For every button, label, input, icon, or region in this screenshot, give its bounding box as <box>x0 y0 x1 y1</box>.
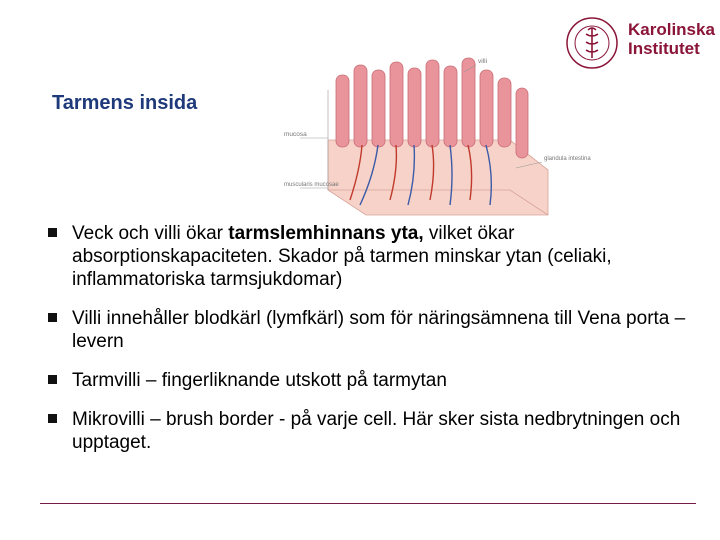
label-muscularis: muscularis mucosae <box>284 182 339 188</box>
bullet-text: Veck och villi ökar <box>72 223 229 244</box>
bullet-item <box>48 222 688 291</box>
label-villi: villi <box>478 58 488 65</box>
seal-staff-icon <box>586 28 598 58</box>
bullet-item <box>48 307 688 353</box>
bullet-text: vilket ökar absorptionskapaciteten. Skador på tarmen minskar ytan (celiaki, inflammatoriska tarmsjukdomar) <box>72 223 612 290</box>
logo-wordmark <box>628 20 715 58</box>
intestinal-villi-illustration <box>280 50 591 220</box>
bullet-square-icon <box>48 228 57 237</box>
bullet-bold-text: tarmslemhinnans yta, <box>228 223 424 244</box>
bullet-list <box>48 222 688 470</box>
bullet-item <box>48 408 688 454</box>
bullet-square-icon <box>48 313 57 322</box>
bullet-square-icon <box>48 375 57 384</box>
bullet-text: Villi innehåller blodkärl (lymfkärl) som för näringsämnena till Vena porta – levern <box>72 308 686 352</box>
bullet-text: Mikrovilli – brush border - på varje cell. Här sker sista nedbrytningen och upptaget. <box>72 409 681 453</box>
label-glandula: glandula intestina <box>544 156 591 162</box>
footer-divider <box>40 503 696 504</box>
bullet-item <box>48 369 688 392</box>
logo-line-1: Karolinska <box>628 20 715 39</box>
bullet-square-icon <box>48 414 57 423</box>
logo-line-2: Institutet <box>628 39 700 58</box>
label-mucosa: mucosa <box>284 131 307 138</box>
bullet-text: Tarmvilli – fingerliknande utskott på tarmytan <box>72 370 447 391</box>
slide-title: Tarmens insida <box>52 92 198 114</box>
